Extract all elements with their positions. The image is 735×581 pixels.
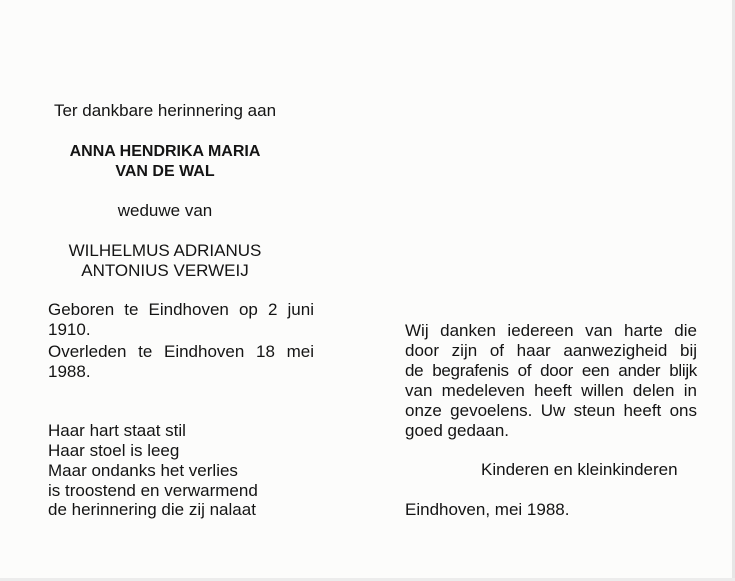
thanks-line: van medeleven heeft willen delen in [405, 381, 697, 400]
poem-line: de herinnering die zij nalaat [48, 500, 256, 519]
thanks-line: door zijn of haar aanwezigheid bij [405, 341, 697, 360]
poem-line: Haar stoel is leeg [48, 441, 180, 460]
spouse-name-line2: ANTONIUS VERWEIJ [81, 261, 249, 280]
thanks-line: onze gevoelens. Uw steun heeft ons [405, 401, 697, 420]
intro-text: Ter dankbare herinnering aan [53, 101, 277, 120]
born-line1: Geboren te Eindhoven op 2 juni [48, 300, 314, 319]
thanks-line: goed gedaan. [405, 421, 509, 440]
signature-text: Kinderen en kleinkinderen [481, 460, 678, 479]
died-line1: Overleden te Eindhoven 18 mei [48, 342, 314, 361]
thanks-line: de begrafenis of door een ander blijk [405, 361, 697, 380]
poem-line: is troostend en verwarmend [48, 481, 258, 500]
widow-of-text: weduwe van [117, 201, 213, 220]
poem-line: Haar hart staat stil [48, 421, 186, 440]
died-line2: 1988. [48, 362, 91, 381]
born-line2: 1910. [48, 320, 91, 339]
thanks-line: Wij danken iedereen van harte die [405, 321, 697, 340]
spouse-name-line1: WILHELMUS ADRIANUS [68, 241, 262, 260]
deceased-name-line2: VAN DE WAL [115, 163, 215, 180]
poem-line: Maar ondanks het verlies [48, 461, 238, 480]
place-date-text: Eindhoven, mei 1988. [405, 500, 570, 519]
deceased-name-line1: ANNA HENDRIKA MARIA [69, 143, 261, 160]
